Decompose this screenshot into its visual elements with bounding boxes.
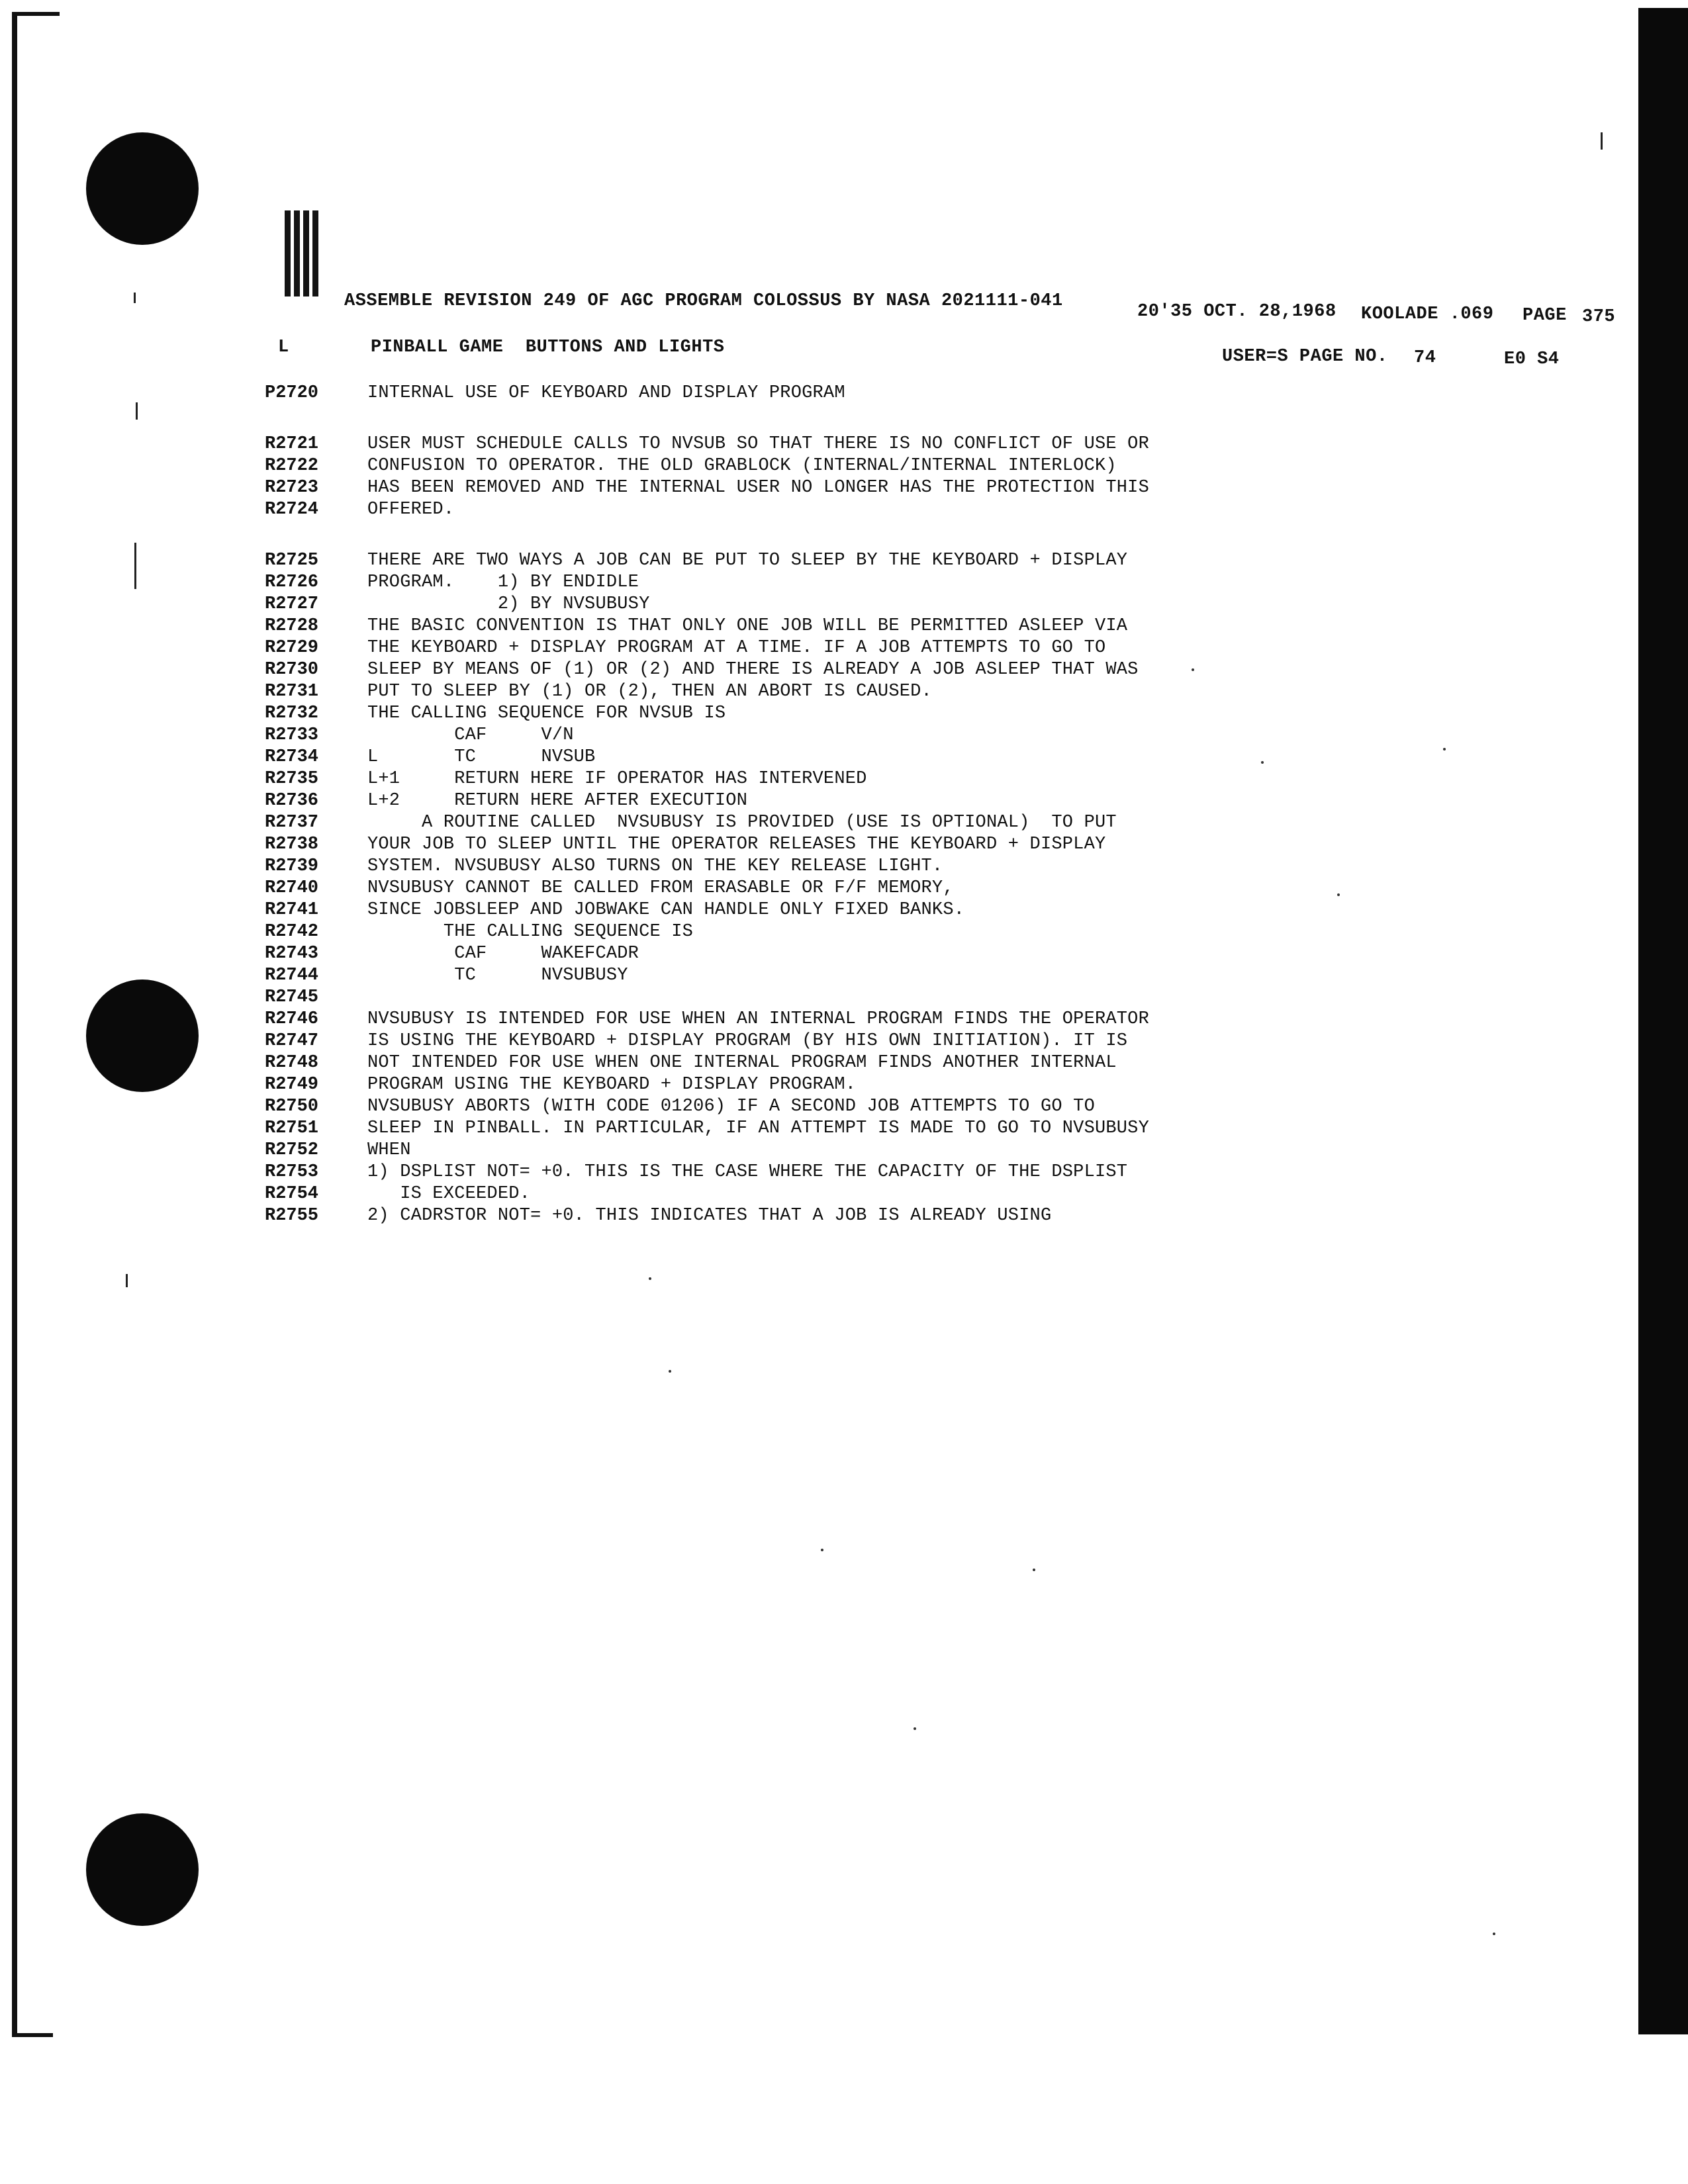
line-label: R2751 — [265, 1118, 319, 1138]
line-label: R2745 — [265, 987, 319, 1007]
line-label: R2735 — [265, 769, 319, 789]
scan-speck — [1493, 1933, 1495, 1935]
line-text: NVSUBUSY ABORTS (WITH CODE 01206) IF A SECOND JOB ATTEMPTS TO GO TO — [367, 1097, 1095, 1116]
line-text: TC NVSUBUSY — [367, 966, 628, 985]
scan-speck — [821, 1549, 823, 1551]
line-text: IS EXCEEDED. — [367, 1184, 531, 1204]
line-label: R2752 — [265, 1140, 319, 1160]
line-text: THE CALLING SEQUENCE FOR NVSUB IS — [367, 704, 726, 723]
listing-line — [265, 811, 1589, 833]
listing-line — [265, 1182, 1589, 1204]
listing-line — [265, 789, 1589, 811]
punch-hole-bottom — [86, 1813, 199, 1926]
line-text: SINCE JOBSLEEP AND JOBWAKE CAN HANDLE ONLY FIXED BANKS. — [367, 900, 965, 920]
line-label: R2730 — [265, 660, 319, 680]
koolade-version: KOOLADE .069 — [1361, 304, 1494, 324]
listing-line — [265, 1204, 1589, 1226]
listing-line — [265, 592, 1589, 614]
line-label: R2743 — [265, 944, 319, 964]
line-label: R2724 — [265, 500, 319, 520]
line-text: NVSUBUSY CANNOT BE CALLED FROM ERASABLE OR F/F MEMORY, — [367, 878, 954, 898]
line-label: R2747 — [265, 1031, 319, 1051]
line-label: R2731 — [265, 682, 319, 702]
line-text: THE KEYBOARD + DISPLAY PROGRAM AT A TIME. IF A JOB ATTEMPTS TO GO TO — [367, 638, 1106, 658]
line-text: A ROUTINE CALLED NVSUBUSY IS PROVIDED (USE IS OPTIONAL) TO PUT — [367, 813, 1117, 833]
line-text: L+2 RETURN HERE AFTER EXECUTION — [367, 791, 748, 811]
scan-mark — [134, 293, 136, 303]
line-text: USER MUST SCHEDULE CALLS TO NVSUB SO THAT THERE IS NO CONFLICT OF USE OR — [367, 434, 1149, 454]
listing-line — [265, 454, 1589, 476]
listing-line — [265, 1007, 1589, 1029]
line-label: R2738 — [265, 835, 319, 854]
listing-line — [265, 636, 1589, 658]
line-label: R2754 — [265, 1184, 319, 1204]
scan-speck — [1192, 668, 1194, 671]
page-label: PAGE — [1523, 306, 1567, 326]
listing-line — [265, 898, 1589, 920]
section-code: E0 S4 — [1504, 349, 1560, 369]
line-text: IS USING THE KEYBOARD + DISPLAY PROGRAM (BY HIS OWN INITIATION). IT IS — [367, 1031, 1128, 1051]
line-text: THERE ARE TWO WAYS A JOB CAN BE PUT TO SLEEP BY THE KEYBOARD + DISPLAY — [367, 551, 1128, 570]
assembly-timestamp: 20'35 OCT. 28,1968 — [1137, 302, 1336, 322]
line-text: SLEEP IN PINBALL. IN PARTICULAR, IF AN ATTEMPT IS MADE TO GO TO NVSUBUSY — [367, 1118, 1149, 1138]
listing-line — [265, 942, 1589, 964]
tally-stripes-mark — [285, 210, 327, 303]
line-label: R2721 — [265, 434, 319, 454]
scan-mark — [126, 1274, 128, 1287]
line-label: P2720 — [265, 383, 319, 403]
punch-hole-middle — [86, 979, 199, 1092]
listing-line — [265, 498, 1589, 520]
listing-line — [265, 1116, 1589, 1138]
line-text: L+1 RETURN HERE IF OPERATOR HAS INTERVENED — [367, 769, 867, 789]
scan-mark — [136, 402, 138, 420]
line-text: THE CALLING SEQUENCE IS — [367, 922, 694, 942]
line-text: PROGRAM USING THE KEYBOARD + DISPLAY PROGRAM. — [367, 1075, 857, 1095]
line-label: R2740 — [265, 878, 319, 898]
scan-frame-bottom — [12, 2033, 53, 2037]
scan-mark — [134, 543, 136, 589]
listing-line — [265, 1095, 1589, 1116]
section-marker: L — [278, 338, 289, 357]
line-label: R2729 — [265, 638, 319, 658]
line-text: INTERNAL USE OF KEYBOARD AND DISPLAY PROGRAM — [367, 383, 845, 403]
line-text: 2) CADRSTOR NOT= +0. THIS INDICATES THAT A JOB IS ALREADY USING — [367, 1206, 1052, 1226]
line-text: OFFERED. — [367, 500, 455, 520]
line-text: SYSTEM. NVSUBUSY ALSO TURNS ON THE KEY RELEASE LIGHT. — [367, 856, 943, 876]
scan-speck — [1033, 1569, 1035, 1571]
user-page-label: USER=S PAGE NO. — [1222, 347, 1388, 367]
listing-line — [265, 658, 1589, 680]
line-label: R2739 — [265, 856, 319, 876]
line-label: R2727 — [265, 594, 319, 614]
listing-line — [265, 476, 1589, 498]
line-label: R2734 — [265, 747, 319, 767]
listing-line — [265, 745, 1589, 767]
scan-mark — [1601, 132, 1603, 150]
listing-line — [265, 1160, 1589, 1182]
scan-speck — [1261, 761, 1264, 764]
listing-line — [265, 964, 1589, 985]
line-label: R2736 — [265, 791, 319, 811]
listing-line — [265, 549, 1589, 570]
line-text: WHEN — [367, 1140, 411, 1160]
scan-frame-top — [12, 12, 60, 16]
line-text: NVSUBUSY IS INTENDED FOR USE WHEN AN INTERNAL PROGRAM FINDS THE OPERATOR — [367, 1009, 1149, 1029]
listing-line — [265, 920, 1589, 942]
line-label: R2744 — [265, 966, 319, 985]
line-label: R2733 — [265, 725, 319, 745]
listing-line — [265, 570, 1589, 592]
listing-line — [265, 702, 1589, 723]
line-text: PROGRAM. 1) BY ENDIDLE — [367, 572, 639, 592]
listing-line — [265, 833, 1589, 854]
listing-line — [265, 614, 1589, 636]
scan-speck — [1443, 748, 1446, 751]
line-label: R2749 — [265, 1075, 319, 1095]
line-label: R2755 — [265, 1206, 319, 1226]
listing-line — [265, 723, 1589, 745]
line-label: R2753 — [265, 1162, 319, 1182]
line-label: R2741 — [265, 900, 319, 920]
listing-line — [265, 1029, 1589, 1051]
line-text: THE BASIC CONVENTION IS THAT ONLY ONE JOB WILL BE PERMITTED ASLEEP VIA — [367, 616, 1128, 636]
line-text: 1) DSPLIST NOT= +0. THIS IS THE CASE WHERE THE CAPACITY OF THE DSPLIST — [367, 1162, 1128, 1182]
line-label: R2726 — [265, 572, 319, 592]
line-text: L TC NVSUB — [367, 747, 596, 767]
user-page-number: 74 — [1414, 348, 1436, 368]
listing-line — [265, 1138, 1589, 1160]
listing-line — [265, 432, 1589, 454]
line-text: PUT TO SLEEP BY (1) OR (2), THEN AN ABORT IS CAUSED. — [367, 682, 932, 702]
line-label: R2746 — [265, 1009, 319, 1029]
line-text: CAF WAKEFCADR — [367, 944, 639, 964]
scan-speck — [914, 1727, 916, 1730]
scan-speck — [669, 1370, 671, 1373]
listing-line — [265, 1073, 1589, 1095]
scan-edge-bar — [1638, 8, 1688, 2034]
line-label: R2737 — [265, 813, 319, 833]
line-label: R2748 — [265, 1053, 319, 1073]
scan-speck — [1337, 893, 1340, 896]
scan-frame-left — [12, 12, 17, 2037]
scan-speck — [649, 1277, 651, 1280]
section-title: PINBALL GAME BUTTONS AND LIGHTS — [371, 338, 725, 357]
punch-hole-top — [86, 132, 199, 245]
line-text: NOT INTENDED FOR USE WHEN ONE INTERNAL PROGRAM FINDS ANOTHER INTERNAL — [367, 1053, 1117, 1073]
line-text: CAF V/N — [367, 725, 574, 745]
line-label: R2723 — [265, 478, 319, 498]
line-label: R2722 — [265, 456, 319, 476]
listing-line — [265, 1051, 1589, 1073]
listing-line — [265, 985, 1589, 1007]
line-text: YOUR JOB TO SLEEP UNTIL THE OPERATOR RELEASES THE KEYBOARD + DISPLAY — [367, 835, 1106, 854]
line-text: HAS BEEN REMOVED AND THE INTERNAL USER NO LONGER HAS THE PROTECTION THIS — [367, 478, 1149, 498]
listing-line — [265, 381, 1589, 403]
line-label: R2732 — [265, 704, 319, 723]
listing-line — [265, 876, 1589, 898]
line-text: 2) BY NVSUBUSY — [367, 594, 650, 614]
line-text: SLEEP BY MEANS OF (1) OR (2) AND THERE IS ALREADY A JOB ASLEEP THAT WAS — [367, 660, 1139, 680]
line-label: R2742 — [265, 922, 319, 942]
listing-body — [265, 381, 1589, 1226]
page-number: 375 — [1582, 307, 1616, 327]
assembly-header-line: ASSEMBLE REVISION 249 OF AGC PROGRAM COLOSSUS BY NASA 2021111-041 — [344, 291, 1063, 311]
line-text: CONFUSION TO OPERATOR. THE OLD GRABLOCK (INTERNAL/INTERNAL INTERLOCK) — [367, 456, 1117, 476]
listing-line — [265, 767, 1589, 789]
listing-line — [265, 854, 1589, 876]
line-label: R2725 — [265, 551, 319, 570]
line-label: R2750 — [265, 1097, 319, 1116]
line-label: R2728 — [265, 616, 319, 636]
listing-line — [265, 680, 1589, 702]
